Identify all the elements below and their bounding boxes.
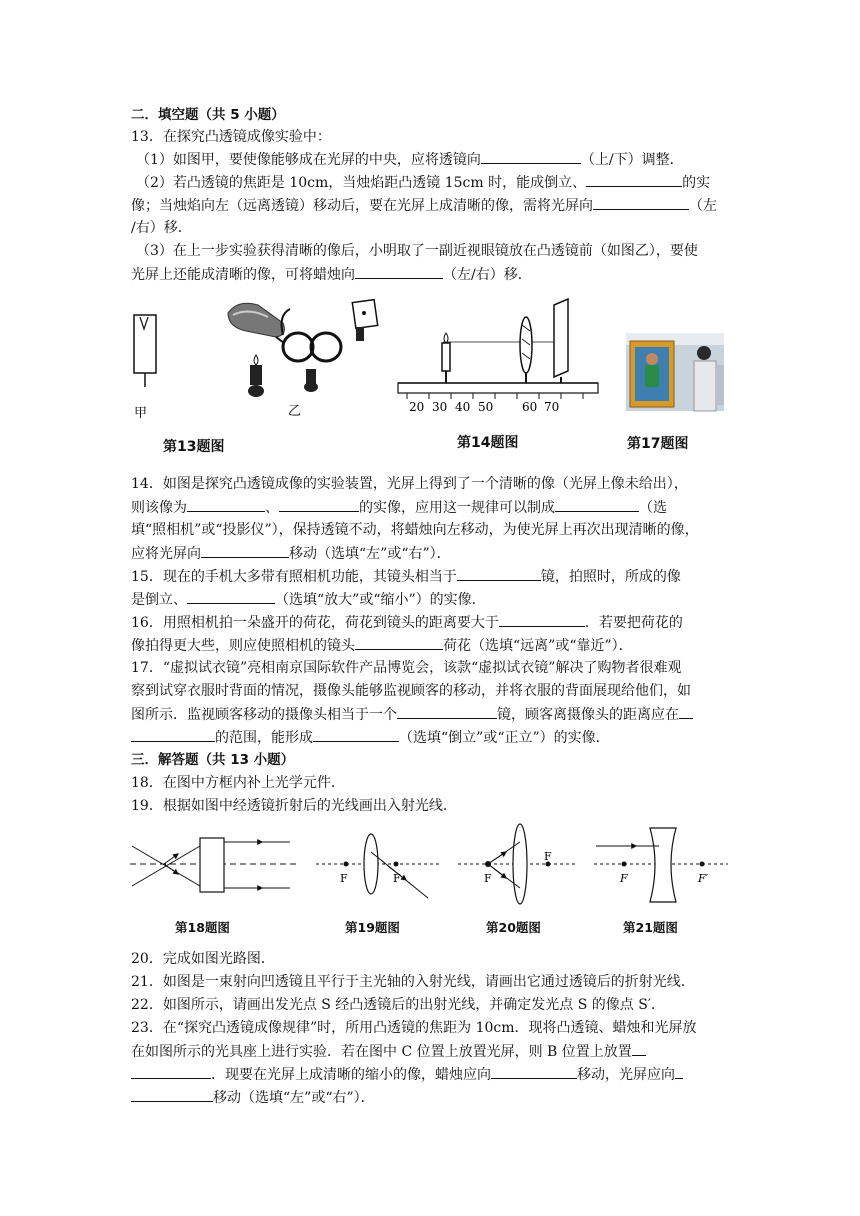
figure-row-1: [128, 295, 728, 455]
ruler-tick-label: 30: [432, 400, 448, 414]
caption-fig14: 第14题图: [457, 435, 519, 451]
focal-point-label: F: [544, 850, 552, 863]
q17-line3: 图所示．监视顾客移动的摄像头相当于一个 镜，顾客离摄像头的距离应在: [131, 704, 693, 725]
q13-intro: 13．在探究凸透镜成像实验中：: [131, 129, 331, 145]
answer-blank[interactable]: [593, 195, 689, 210]
q17-line2: 察到试穿衣服时背面的情况，摄像头能够监视顾客的移动，并将衣服的背面展现给他们，如: [131, 683, 691, 699]
caption-fig17: 第17题图: [627, 436, 689, 452]
fig13-yi-glasses: [228, 300, 378, 419]
q17-line1: 17．“虚拟试衣镜”亮相南京国际软件产品博览会，该款“虚拟试衣镜”解决了购物者很难观: [131, 660, 682, 676]
ruler-tick-label: 60: [522, 400, 538, 414]
q14-line2: 则该像为 、 的实像，应用这一规律可以制成 （选: [131, 497, 667, 518]
fig13-jia-screen: [134, 315, 156, 421]
answer-blank[interactable]: [355, 264, 443, 279]
ruler-tick-label: 50: [478, 400, 494, 414]
fig14-optical-bench: [398, 299, 598, 414]
fig21-concave-lens: [594, 828, 728, 902]
answer-blank[interactable]: [187, 497, 265, 512]
q14-line3: 填“照相机”或“投影仪”），保持透镜不动，将蜡烛向左移动，为使光屏上再次出现清晰的像，: [131, 522, 699, 538]
answer-blank[interactable]: [131, 1064, 211, 1079]
q19-text: 19．根据如图中经透镜折射后的光线画出入射光线．: [131, 798, 457, 814]
q21-text: 21．如图是一束射向凹透镜且平行于主光轴的入射光线，请画出它通过透镜后的折射光线．: [131, 974, 695, 990]
q17-line4: 的范围，能形成 （选填“倒立”或“正立”）的实像．: [131, 727, 610, 748]
q13-part1: （1）如图甲，要使像能够成在光屏的中央，应将透镜向 （上/下）调整．: [136, 149, 684, 170]
answer-blank[interactable]: [679, 704, 693, 719]
section-2-title: 二．填空题（共 5 小题）: [131, 107, 285, 123]
focal-point-label: F: [393, 872, 401, 885]
caption-fig20: 第20题图: [486, 920, 541, 935]
q15-line2: 是倒立、 （选填“放大”或“缩小”）的实像．: [131, 589, 486, 610]
label-yi: 乙: [288, 404, 302, 419]
label-jia: 甲: [134, 406, 148, 421]
q22-text: 22．如图所示，请画出发光点 S 经凸透镜后的出射光线，并确定发光点 S 的像点 S′．: [131, 997, 666, 1013]
answer-blank[interactable]: [279, 497, 359, 512]
fig19-convex-lens: [316, 834, 440, 898]
answer-blank[interactable]: [313, 727, 399, 742]
q13-part2-line1: （2）若凸透镜的焦距是 10cm，当烛焰距凸透镜 15cm 时，能成倒立、 的实: [136, 172, 710, 193]
fig20-convex-lens: [458, 824, 576, 904]
q23-line4: 移动（选填“左”或“右”）．: [131, 1087, 375, 1108]
q23-line2: 在如图所示的光具座上进行实验．若在图中 C 位置上放置光屏，则 B 位置上放置: [131, 1041, 646, 1062]
q13-part3-line2: 光屏上还能成清晰的像，可将蜡烛向 （左/右）移．: [131, 264, 532, 285]
focal-point-label: F: [340, 872, 348, 885]
q14-line4: 应将光屏向 移动（选填“左”或“右”）．: [131, 543, 451, 564]
ruler-tick-marks: [407, 393, 583, 399]
ruler-tick-label: 20: [409, 400, 425, 414]
answer-blank[interactable]: [355, 635, 443, 650]
answer-blank[interactable]: [675, 1064, 683, 1079]
q13-part2-line2: 像；当烛焰向左（远离透镜）移动后，要在光屏上成清晰的像，需将光屏向 （左: [131, 195, 717, 216]
caption-fig13: 第13题图: [163, 439, 225, 455]
ruler-tick-label: 70: [544, 400, 560, 414]
answer-blank[interactable]: [586, 172, 682, 187]
q16-line1: 16．用照相机拍一朵盛开的荷花，荷花到镜头的距离要大于 ．若要把荷花的: [131, 612, 683, 633]
focal-point-label: F′: [698, 872, 709, 885]
fig18-box-diagram: [130, 838, 296, 892]
answer-blank[interactable]: [555, 497, 639, 512]
answer-blank[interactable]: [499, 612, 585, 627]
caption-fig19: 第19题图: [345, 920, 400, 935]
q23-line3: ．现要在光屏上成清晰的缩小的像，蜡烛应向 移动，光屏应向: [131, 1064, 683, 1085]
answer-blank[interactable]: [457, 566, 541, 581]
answer-blank[interactable]: [201, 543, 289, 558]
q13-part3-line1: （3）在上一步实验获得清晰的像后，小明取了一副近视眼镜放在凸透镜前（如图乙），要使: [136, 243, 698, 259]
focal-point-label: F: [484, 872, 492, 885]
q23-line1: 23．在“探究凸透镜成像规律”时，所用凸透镜的焦距为 10cm．现将凸透镜、蜡烛和光屏放: [131, 1020, 697, 1036]
answer-blank[interactable]: [397, 704, 497, 719]
answer-blank[interactable]: [131, 1087, 213, 1102]
q14-line1: 14．如图是探究凸透镜成像的实验装置，光屏上得到了一个清晰的像（光屏上像未给出），: [131, 476, 688, 492]
focal-point-label: F: [620, 872, 628, 885]
answer-blank[interactable]: [481, 149, 581, 164]
q15-line1: 15．现在的手机大多带有照相机功能，其镜头相当于 镜，拍照时，所成的像: [131, 566, 681, 587]
caption-fig21: 第21题图: [623, 920, 678, 935]
answer-blank[interactable]: [131, 727, 215, 742]
figure-row-2: [128, 818, 738, 918]
q20-text: 20．完成如图光路图．: [131, 951, 275, 967]
answer-blank[interactable]: [187, 589, 275, 604]
q13-part2-line3: /右）移．: [131, 220, 192, 236]
answer-blank[interactable]: [491, 1064, 577, 1079]
answer-blank[interactable]: [632, 1041, 646, 1056]
ruler-tick-label: 40: [455, 400, 471, 414]
fig17-photo: [626, 333, 724, 411]
q16-line2: 像拍得更大些，则应使照相机的镜头 荷花（选填“远离”或“靠近”）．: [131, 635, 633, 656]
q18-text: 18．在图中方框内补上光学元件．: [131, 775, 345, 791]
section-3-title: 三．解答题（共 13 小题）: [131, 752, 295, 768]
caption-fig18: 第18题图: [175, 920, 230, 935]
